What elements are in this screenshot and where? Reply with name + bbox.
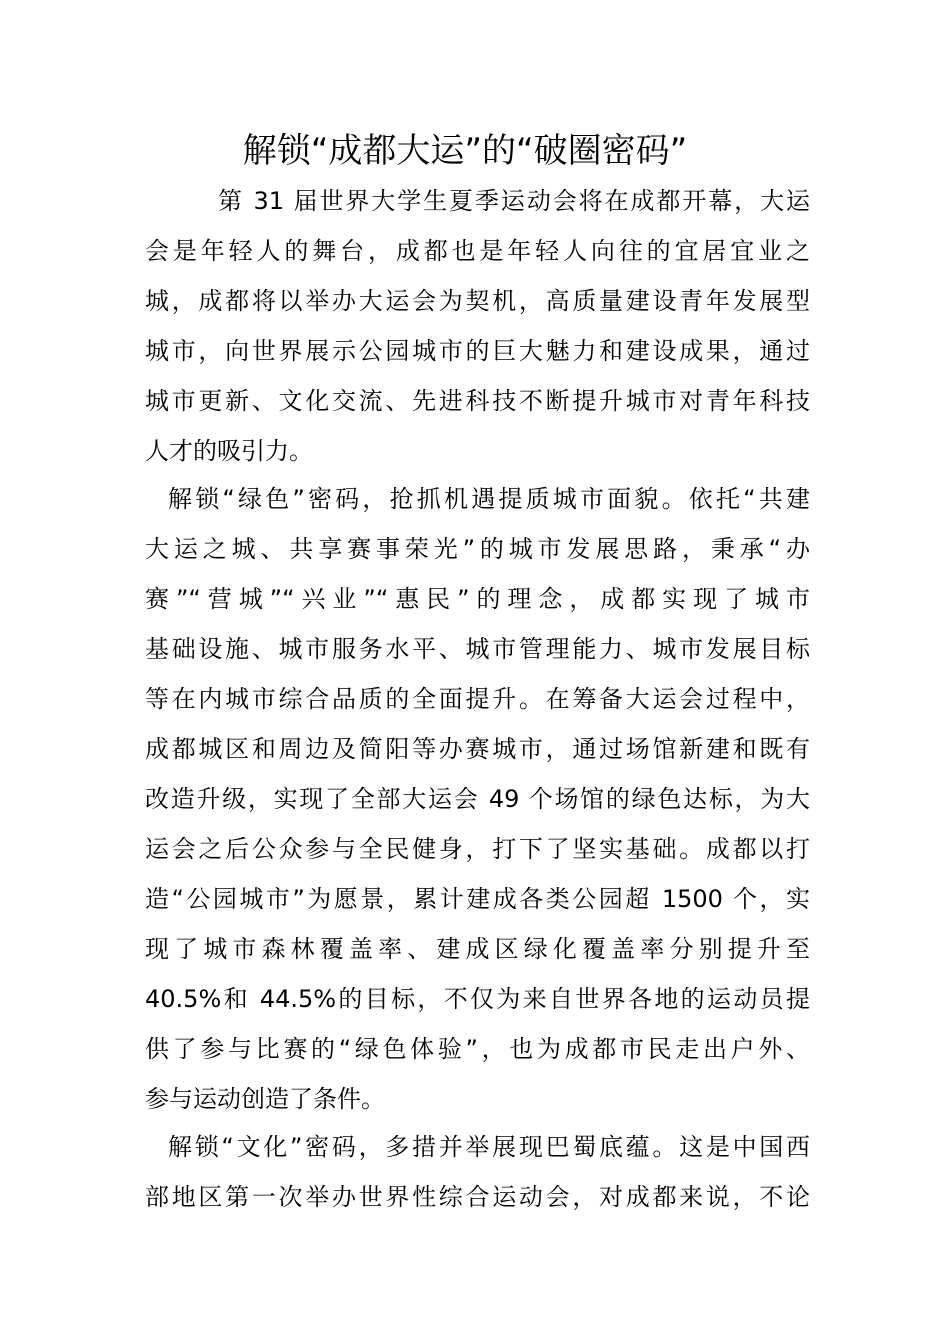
paragraph-2-line-9: 造“公园城市”为愿景，累计建成各类公园超 1500 个，实 xyxy=(145,885,810,913)
paragraph-3-line-2: 部地区第一次举办世界性综合运动会，对成都来说，不论 xyxy=(145,1183,810,1211)
paragraph-2-line-2: 大运之城、共享赛事荣光”的城市发展思路，秉承“办 xyxy=(145,535,810,563)
paragraph-2-line-8: 运会之后公众参与全民健身，打下了坚实基础。成都以打 xyxy=(145,835,810,863)
paragraph-2-line-10: 现了城市森林覆盖率、建成区绿化覆盖率分别提升至 xyxy=(145,935,810,963)
document-title: 解锁“成都大运”的“破圈密码” xyxy=(242,131,688,171)
paragraph-2-line-1: 解锁“绿色”密码，抢抓机遇提质城市面貌。依托“共建 xyxy=(168,485,810,513)
paragraph-2-line-3: 赛”“营城”“兴业”“惠民”的理念，成都实现了城市 xyxy=(145,585,810,613)
paragraph-2-line-12: 供了参与比赛的“绿色体验”，也为成都市民走出户外、 xyxy=(145,1035,810,1063)
paragraph-1-line-4: 城市，向世界展示公园城市的巨大魅力和建设成果，通过 xyxy=(145,337,810,365)
paragraph-1-line-2: 会是年轻人的舞台，成都也是年轻人向往的宜居宜业之 xyxy=(145,237,810,265)
paragraph-2-line-6: 成都城区和周边及简阳等办赛城市，通过场馆新建和既有 xyxy=(145,735,810,763)
paragraph-2-line-5: 等在内城市综合品质的全面提升。在筹备大运会过程中， xyxy=(145,685,810,713)
paragraph-2-line-11: 40.5%和 44.5%的目标，不仅为来自世界各地的运动员提 xyxy=(145,985,810,1013)
paragraph-3-line-1: 解锁“文化”密码，多措并举展现巴蜀底蕴。这是中国西 xyxy=(168,1133,810,1161)
paragraph-2-line-13: 参与运动创造了条件。 xyxy=(145,1085,385,1113)
paragraph-1-line-6: 人才的吸引力。 xyxy=(145,437,313,465)
paragraph-1-line-5: 城市更新、文化交流、先进科技不断提升城市对青年科技 xyxy=(145,387,810,415)
paragraph-1-line-1: 第 31 届世界大学生夏季运动会将在成都开幕，大运 xyxy=(218,187,810,215)
paragraph-1-line-3: 城，成都将以举办大运会为契机，高质量建设青年发展型 xyxy=(145,287,810,315)
paragraph-2-line-7: 改造升级，实现了全部大运会 49 个场馆的绿色达标，为大 xyxy=(145,785,810,813)
paragraph-2-line-4: 基础设施、城市服务水平、城市管理能力、城市发展目标 xyxy=(145,635,810,663)
